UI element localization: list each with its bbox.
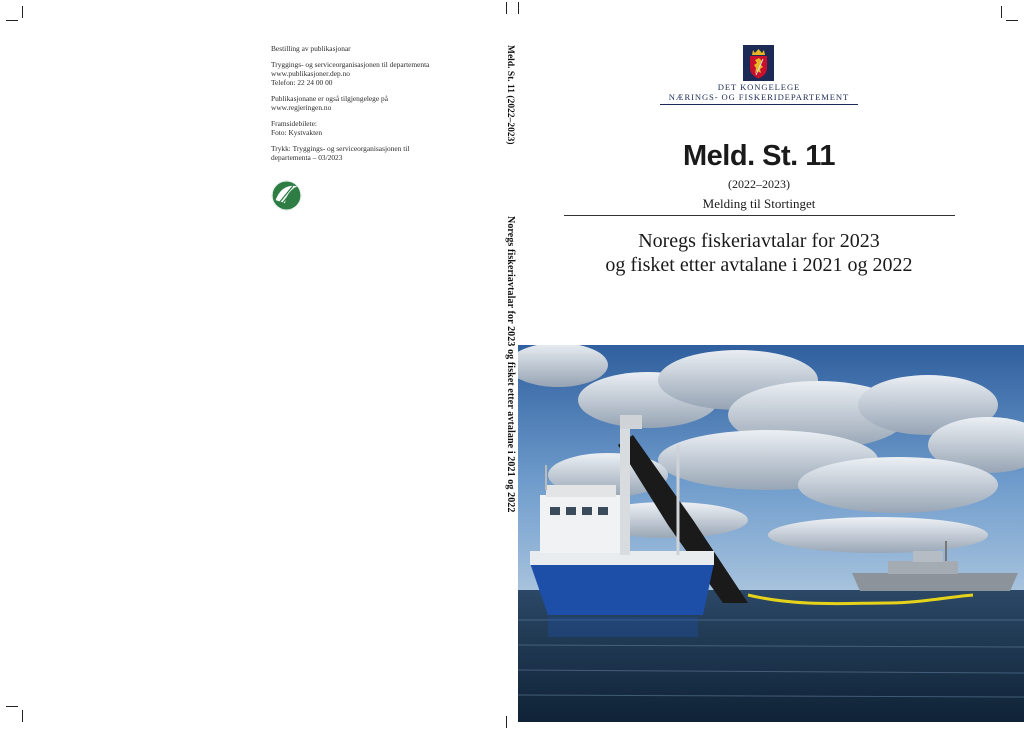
ministry-underline (660, 104, 858, 105)
crop-mark (22, 6, 23, 18)
ordering-line: www.publikasjoner.dep.no (271, 68, 350, 78)
cover-photo-fishing-vessel (518, 345, 1024, 722)
availability-line: Publikasjonane er også tilgjengelege på (271, 93, 388, 103)
crop-mark (506, 716, 507, 728)
crop-mark (506, 2, 507, 14)
spine-title: Noregs fiskeriavtalar for 2023 og fisket etter avtalane i 2021 og 2022 (505, 216, 516, 513)
print-line: Trykk: Tryggings- og serviceorganisasjonen til (271, 143, 410, 153)
spine-number: Meld. St. 11 (2022–2023) (505, 45, 515, 145)
crop-mark (6, 20, 18, 21)
back-cover-info (271, 44, 471, 169)
main-title-line: og fisket etter avtalane i 2021 og 2022 (605, 254, 913, 276)
main-title (564, 229, 954, 277)
availability-line: www.regjeringen.no (271, 103, 332, 113)
report-title: Meld. St. 11 (683, 140, 835, 172)
ordering-line: Tryggings- og serviceorganisasjonen til departementa (271, 59, 430, 69)
ordering-heading: Bestilling av publikasjonar (271, 44, 351, 53)
cover-credit-line: Foto: Kystvakten (271, 127, 323, 137)
coat-of-arms-icon (743, 45, 774, 81)
print-line: departementa – 03/2023 (271, 152, 343, 162)
title-divider (564, 215, 955, 216)
main-title-line: Noregs fiskeriavtalar for 2023 (638, 230, 880, 252)
ministry-line: DET KONGELEGE (717, 82, 801, 92)
crop-mark (22, 710, 23, 722)
crop-mark (1006, 20, 1018, 21)
ministry-line: NÆRINGS- OG FISKERIDEPARTEMENT (668, 92, 850, 102)
swan-ecolabel-icon (271, 180, 302, 211)
crop-mark (6, 706, 18, 707)
ordering-line: Telefon: 22 24 00 00 (271, 78, 333, 88)
session-years: (2022–2023) (728, 177, 790, 191)
crop-mark (518, 2, 519, 14)
report-type: Melding til Stortinget (702, 196, 816, 211)
crop-mark (1001, 6, 1002, 18)
ministry-name (640, 82, 878, 107)
cover-credit-line: Framsidebilete: (271, 118, 317, 128)
